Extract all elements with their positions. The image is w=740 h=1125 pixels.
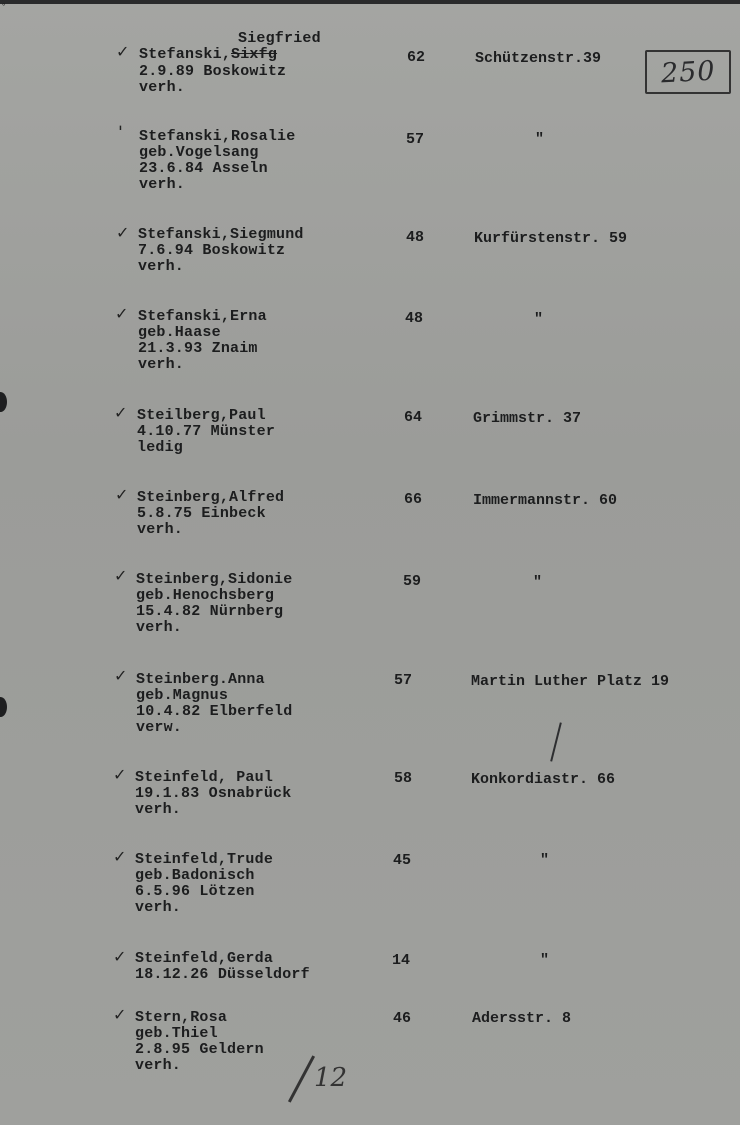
entry-age: 45 xyxy=(393,852,412,869)
entry-address: " xyxy=(534,311,544,328)
check-mark: ✓ xyxy=(113,847,127,866)
check-mark: ✓ xyxy=(113,765,127,784)
folio-text: 12 xyxy=(314,1063,348,1093)
folio-number xyxy=(292,1045,362,1105)
entry-name: Stefanski,Sixfg xyxy=(139,46,278,63)
bleed-through-text xyxy=(370,0,460,1125)
entry-address: " xyxy=(533,574,543,591)
entry-birth: 4.10.77 Münster xyxy=(137,423,276,440)
entry-name: Stern,Rosa xyxy=(135,1009,228,1026)
entry-status: verh. xyxy=(138,356,185,373)
page-number: 250 xyxy=(659,55,717,89)
entry-birth: 19.1.83 Osnabrück xyxy=(135,785,292,802)
entry-maiden-name: geb.Haase xyxy=(138,324,221,341)
entry-status: verh. xyxy=(135,1057,182,1074)
check-mark: ✓ xyxy=(113,947,127,966)
entry-name: Stefanski,Siegmund xyxy=(138,226,304,243)
entry-address: Grimmstr. 37 xyxy=(473,410,582,427)
page-number-box xyxy=(645,50,731,94)
check-mark: ✓ xyxy=(114,666,128,685)
entry-status: verh. xyxy=(135,899,182,916)
entry-birth: 6.5.96 Lötzen xyxy=(135,883,255,900)
entry-address: Martin Luther Platz 19 xyxy=(471,673,670,690)
entry-age: 57 xyxy=(394,672,413,689)
entry-name: Steinfeld,Gerda xyxy=(135,950,274,967)
entry-address: " xyxy=(540,852,550,869)
pen-stroke xyxy=(550,722,562,761)
entry-name: Steinberg,Alfred xyxy=(137,489,285,506)
entry-name: Steinfeld, Paul xyxy=(135,769,274,786)
entry-name: Stefanski,Erna xyxy=(138,308,267,325)
check-mark: ˈ xyxy=(118,123,123,142)
entry-age: 48 xyxy=(406,229,425,246)
entry-age: 46 xyxy=(393,1010,412,1027)
entry-name: Steinberg,Sidonie xyxy=(136,571,293,588)
entry-status: verh. xyxy=(135,801,182,818)
entry-maiden-name: geb.Henochsberg xyxy=(136,587,275,604)
entry-birth: 10.4.82 Elberfeld xyxy=(136,703,293,720)
entry-age: 66 xyxy=(404,491,423,508)
entry-age: 48 xyxy=(405,310,424,327)
entry-address: Konkordiastr. 66 xyxy=(471,771,616,788)
entry-address: Immermannstr. 60 xyxy=(473,492,618,509)
check-mark: ✓ xyxy=(114,566,128,585)
name-correction: Siegfried xyxy=(238,30,321,47)
entry-maiden-name: geb.Badonisch xyxy=(135,867,255,884)
entry-age: 58 xyxy=(394,770,413,787)
folio-slash xyxy=(288,1055,315,1102)
entry-status: verw. xyxy=(136,719,183,736)
entry-birth: 2.9.89 Boskowitz xyxy=(139,63,287,80)
entry-name: Stefanski,Rosalie xyxy=(139,128,296,145)
entry-age: 64 xyxy=(404,409,423,426)
entry-birth: 5.8.75 Einbeck xyxy=(137,505,266,522)
entry-status: verh. xyxy=(139,176,186,193)
check-mark: ✓ xyxy=(116,223,130,242)
entry-birth: 15.4.82 Nürnberg xyxy=(136,603,284,620)
entry-address: Schützenstr.39 xyxy=(475,50,602,67)
entry-birth: 23.6.84 Asseln xyxy=(139,160,268,177)
punch-hole xyxy=(0,392,7,412)
entry-address: Adersstr. 8 xyxy=(472,1010,572,1027)
check-mark: ✓ xyxy=(113,1005,127,1024)
check-mark: ✓ xyxy=(115,304,129,323)
punch-hole xyxy=(0,697,7,717)
entry-maiden-name: geb.Thiel xyxy=(135,1025,218,1042)
entry-age: 57 xyxy=(406,131,425,148)
entry-age: 59 xyxy=(403,573,422,590)
entry-birth: 2.8.95 Geldern xyxy=(135,1041,264,1058)
entry-maiden-name: geb.Magnus xyxy=(136,687,229,704)
entry-name: Steinberg.Anna xyxy=(136,671,265,688)
entry-status: ledig xyxy=(137,439,184,456)
entry-address: " xyxy=(535,131,545,148)
entry-status: verh. xyxy=(139,79,186,96)
entry-birth: 7.6.94 Boskowitz xyxy=(138,242,286,259)
check-mark: ✓ xyxy=(115,485,129,504)
entry-age: 62 xyxy=(407,49,426,66)
entry-status: verh. xyxy=(137,521,184,538)
check-mark: ✓ xyxy=(114,403,128,422)
corner-mark: ° xyxy=(1,2,7,12)
entry-name: Steilberg,Paul xyxy=(137,407,266,424)
entry-status: verh. xyxy=(136,619,183,636)
entry-status: verh. xyxy=(138,258,185,275)
entry-name: Steinfeld,Trude xyxy=(135,851,274,868)
entry-age: 14 xyxy=(392,952,411,969)
check-mark: ✓ xyxy=(116,42,130,61)
entry-birth: 21.3.93 Znaim xyxy=(138,340,258,357)
entry-address: Kurfürstenstr. 59 xyxy=(474,230,628,247)
entry-maiden-name: geb.Vogelsang xyxy=(139,144,259,161)
entry-address: " xyxy=(540,952,550,969)
entry-birth: 18.12.26 Düsseldorf xyxy=(135,966,310,983)
